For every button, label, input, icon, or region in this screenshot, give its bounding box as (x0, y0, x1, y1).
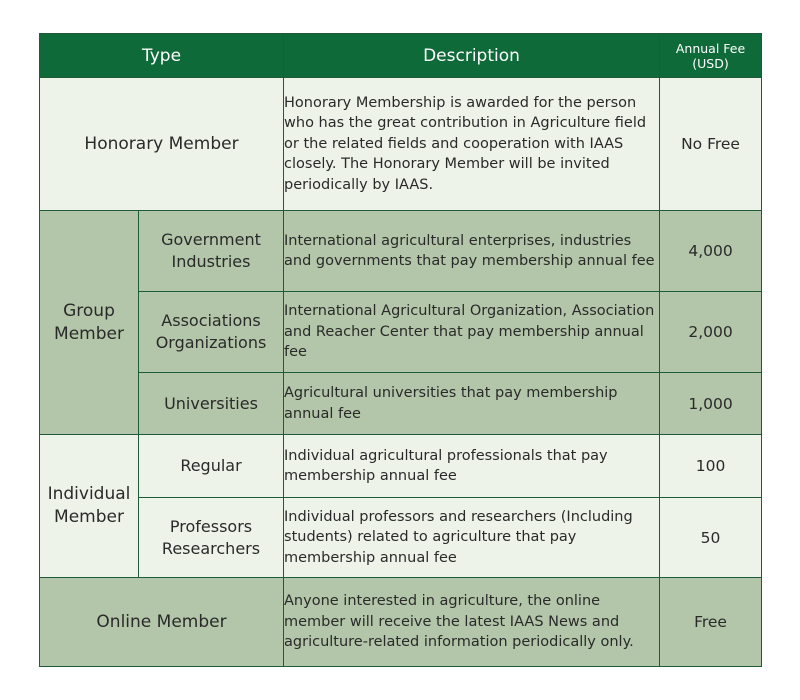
individual-professors-fee: 50 (660, 498, 762, 578)
table-row-group-government (40, 211, 762, 292)
group-associations-line2: Organizations (155, 333, 267, 352)
individual-regular-description: Individual agricultural professionals that pay membership annual fee (284, 435, 660, 498)
group-government-line1: Government (161, 230, 261, 249)
online-label: Online Member (40, 578, 284, 667)
table-row-individual-regular (40, 435, 762, 498)
group-universities-fee: 1,000 (660, 373, 762, 435)
group-associations-label (139, 292, 284, 373)
header-fee-line1: Annual Fee (675, 40, 746, 56)
header-type: Type (40, 34, 284, 78)
group-government-fee: 4,000 (660, 211, 762, 292)
group-universities-description: Agricultural universities that pay membership annual fee (284, 373, 660, 435)
individual-professors-description: Individual professors and researchers (Including students) related to agriculture that pay membership annual fee (284, 498, 660, 578)
table-row-honorary (40, 78, 762, 211)
individual-label-line1: Individual (47, 484, 131, 504)
group-associations-fee: 2,000 (660, 292, 762, 373)
membership-fee-table (39, 33, 762, 667)
table-row-online (40, 578, 762, 667)
online-description: Anyone interested in agriculture, the online member will receive the latest IAAS News and agriculture-related information periodically only. (284, 578, 660, 667)
individual-regular-fee: 100 (660, 435, 762, 498)
header-fee-line2: (USD) (692, 55, 729, 71)
individual-professors-line2: Researchers (161, 538, 261, 558)
honorary-fee: No Free (660, 78, 762, 211)
group-member-label (40, 211, 139, 435)
honorary-label: Honorary Member (40, 78, 284, 211)
individual-member-label (40, 435, 139, 578)
individual-professors-label (139, 498, 284, 578)
group-universities-label: Universities (139, 373, 284, 435)
group-associations-line1: Associations (161, 311, 261, 330)
group-government-line2: Industries (171, 252, 251, 271)
table-row-group-associations (40, 292, 762, 373)
individual-regular-label: Regular (139, 435, 284, 498)
group-label-line2: Member (54, 323, 124, 344)
individual-professors-line1: Professors (169, 516, 253, 536)
group-associations-description: International Agricultural Organization, Association and Reacher Center that pay membership annual fee (284, 292, 660, 373)
header-annual-fee (660, 34, 762, 78)
group-label-line1: Group (63, 300, 115, 321)
individual-label-line2: Member (54, 507, 124, 527)
table-header-row (40, 34, 762, 78)
group-government-label (139, 211, 284, 292)
honorary-description: Honorary Membership is awarded for the person who has the great contribution in Agriculture field or the related fields and cooperation with IAAS closely. The Honorary Member will be invited periodically by IAAS. (284, 78, 660, 211)
header-description: Description (284, 34, 660, 78)
online-fee: Free (660, 578, 762, 667)
table-row-individual-professors (40, 498, 762, 578)
table-row-group-universities (40, 373, 762, 435)
group-government-description: International agricultural enterprises, industries and governments that pay membership annual fee (284, 211, 660, 292)
